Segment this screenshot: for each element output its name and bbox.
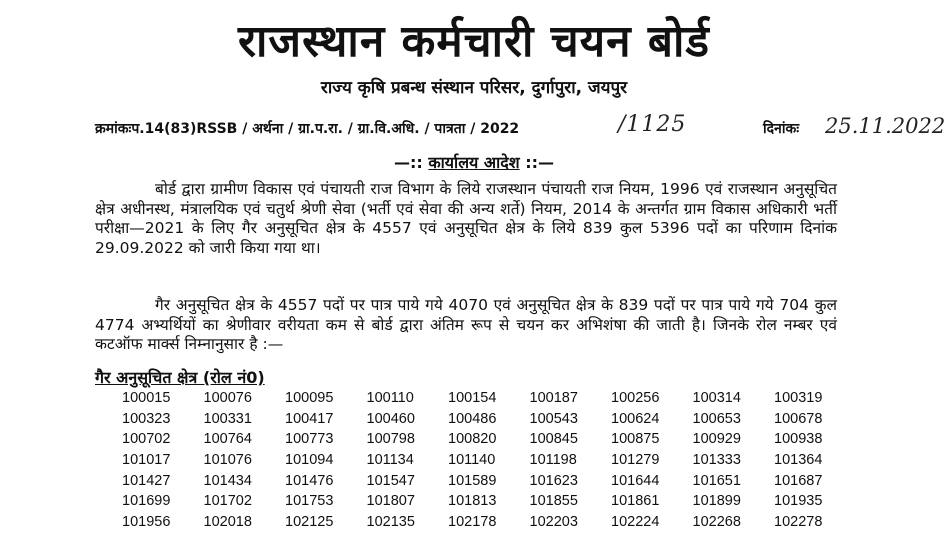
date-label: दिनांकः	[763, 121, 800, 137]
roll-number-cell: 101017	[122, 452, 171, 469]
roll-number-cell: 100929	[692, 431, 741, 448]
roll-number-cell: 100323	[122, 410, 171, 427]
roll-number-cell: 101140	[448, 452, 496, 469]
board-title: राजस्थान कर्मचारी चयन बोर्ड	[238, 16, 710, 67]
roll-number-cell: 101651	[692, 472, 741, 489]
roll-number-cell: 101699	[122, 493, 171, 510]
roll-number-cell: 102178	[448, 513, 497, 530]
handwritten-date: 25.11.2022	[825, 114, 946, 138]
roll-number-cell: 102135	[366, 513, 415, 530]
roll-number-cell: 100417	[285, 410, 334, 427]
roll-number-cell: 101807	[366, 493, 415, 510]
table-row	[122, 450, 856, 471]
roll-number-cell: 100331	[203, 410, 252, 427]
roll-number-cell: 100319	[774, 390, 823, 407]
roll-number-cell: 100256	[611, 390, 660, 407]
table-row	[122, 491, 856, 512]
paragraph-1	[95, 180, 837, 258]
office-order-heading	[0, 152, 948, 174]
roll-number-cell: 100486	[448, 410, 497, 427]
roll-number-cell: 101935	[774, 493, 823, 510]
roll-number-cell: 101623	[529, 472, 578, 489]
roll-number-cell: 100764	[203, 431, 252, 448]
roll-number-cell: 100702	[122, 431, 171, 448]
roll-number-cell: 100875	[611, 431, 660, 448]
roll-number-cell: 101134	[366, 452, 414, 469]
roll-number-cell: 102278	[774, 513, 823, 530]
table-row	[122, 388, 856, 409]
roll-number-cell: 100798	[366, 431, 415, 448]
roll-number-cell: 101687	[774, 472, 823, 489]
roll-number-cell: 100820	[448, 431, 497, 448]
roll-number-cell: 100187	[529, 390, 578, 407]
roll-number-table	[122, 388, 856, 532]
table-row	[122, 409, 856, 430]
reference-line	[95, 112, 946, 142]
roll-number-cell: 101476	[285, 472, 334, 489]
roll-number-cell: 100624	[611, 410, 660, 427]
roll-number-cell: 101899	[692, 493, 741, 510]
paragraph-1-text: बोर्ड द्वारा ग्रामीण विकास एवं पंचायती राज विभाग के लिये राजस्थान पंचायती राज नियम, 1996 एवं राजस्थान अनुसूचित क्षेत्र अधीनस्थ, मंत्रालयिक एवं चतुर्थ श्रेणी सेवा (भर्ती एवं सेवा की अन्य शर्ते) नियम, 2014 के अन्तर्गत ग्राम विकास अधिकारी भर्ती परीक्षा—2021 के लिए गैर अनुसूचित क्षेत्र के 4557 एवं अनुसूचित क्षेत्र के लिये 839 कुल 5396 पदों का परिणाम दिनांक 29.09.2022 को जारी किया गया था।	[95, 180, 837, 257]
reference-number: क्रमांकःप.14(83)RSSB / अर्थना / ग्रा.प.रा. / ग्रा.वि.अधि. / पात्रता / 2022	[95, 121, 520, 137]
roll-number-cell: 101589	[448, 472, 497, 489]
roll-number-cell: 101427	[122, 472, 171, 489]
table-row	[122, 470, 856, 491]
roll-number-cell: 100543	[529, 410, 578, 427]
roll-number-cell: 102268	[692, 513, 741, 530]
roll-number-cell: 100076	[203, 390, 252, 407]
roll-number-cell: 101279	[611, 452, 660, 469]
roll-number-cell: 102125	[285, 513, 334, 530]
section-heading: गैर अनुसूचित क्षेत्र (रोल नं0)	[95, 368, 265, 387]
heading-right-mark: ::—	[525, 153, 555, 172]
roll-number-cell: 100938	[774, 431, 823, 448]
table-row	[122, 512, 856, 533]
board-address: राज्य कृषि प्रबन्ध संस्थान परिसर, दुर्गापुरा, जयपुर	[320, 78, 628, 98]
roll-number-cell: 101547	[366, 472, 415, 489]
roll-number-cell: 100653	[692, 410, 741, 427]
roll-number-cell: 100314	[692, 390, 741, 407]
roll-number-cell: 101333	[692, 452, 741, 469]
roll-number-cell: 102224	[611, 513, 660, 530]
roll-number-cell: 100110	[366, 390, 414, 407]
roll-number-cell: 100154	[448, 390, 497, 407]
paragraph-2	[95, 296, 837, 355]
roll-number-cell: 102018	[203, 513, 252, 530]
roll-number-cell: 100460	[366, 410, 415, 427]
roll-number-cell: 100095	[285, 390, 334, 407]
roll-number-cell: 101855	[529, 493, 578, 510]
roll-number-cell: 100773	[285, 431, 334, 448]
heading-left-mark: —::	[393, 153, 423, 172]
roll-number-cell: 101364	[774, 452, 823, 469]
office-order-title: कार्यालय आदेश	[428, 153, 520, 172]
roll-number-cell: 101198	[529, 452, 577, 469]
handwritten-dispatch-number: /1125	[618, 112, 687, 137]
table-row	[122, 429, 856, 450]
roll-number-cell: 101702	[203, 493, 252, 510]
roll-number-cell: 101644	[611, 472, 660, 489]
roll-number-cell: 101753	[285, 493, 334, 510]
roll-number-cell: 100845	[529, 431, 578, 448]
roll-number-cell: 102203	[529, 513, 578, 530]
roll-number-cell: 101434	[203, 472, 252, 489]
roll-number-cell: 101956	[122, 513, 171, 530]
roll-number-cell: 101076	[203, 452, 252, 469]
paragraph-2-text: गैर अनुसूचित क्षेत्र के 4557 पदों पर पात्र पाये गये 4070 एवं अनुसूचित क्षेत्र के 839 पदों पर पात्र पाये गये 704 कुल 4774 अभ्यर्थियों का श्रेणीवार वरीयता कम से बोर्ड द्वारा अंतिम रूप से चयन कर अभिशंषा की जाती है। जिनके रोल नम्बर एवं कटऑफ मार्क्स निम्नानुसार है :—	[95, 296, 837, 353]
roll-number-cell: 101094	[285, 452, 334, 469]
roll-number-cell: 101813	[448, 493, 497, 510]
roll-number-cell: 100678	[774, 410, 823, 427]
roll-number-cell: 101861	[611, 493, 660, 510]
roll-number-cell: 100015	[122, 390, 171, 407]
